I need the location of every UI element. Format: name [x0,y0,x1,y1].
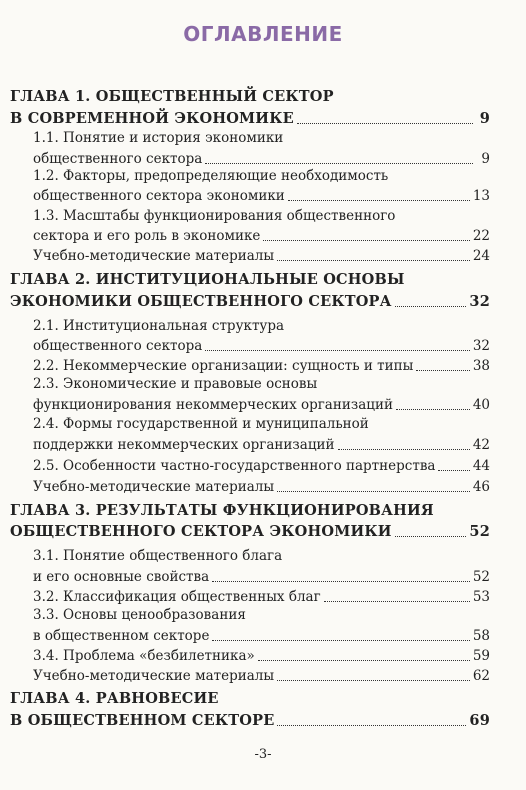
toc-section-row[interactable] [33,587,490,607]
toc-section-row[interactable] [33,356,490,376]
toc-entry-text: В ОБЩЕСТВЕННОМ СЕКТОРЕ [10,712,275,729]
toc-section-row[interactable] [33,626,490,646]
toc-entry-text: сектора и его роль в экономике [33,228,261,244]
toc-page-number: 52 [472,569,490,585]
section-title-line: 2.4. Формы государственной и муниципальной [33,416,369,432]
toc-entry-text: Учебно-методические материалы [33,668,275,684]
toc-page-number: 32 [469,293,490,310]
dot-leader [205,163,473,164]
chapter-title-line: ГЛАВА 2. ИНСТИТУЦИОНАЛЬНЫЕ ОСНОВЫ [10,271,405,288]
toc-section-row[interactable] [33,246,490,266]
page-number: -3- [254,747,272,762]
dot-leader [396,409,470,410]
toc-page-number: 53 [472,589,490,605]
dot-leader [263,240,469,241]
toc-section-row[interactable] [33,646,490,666]
toc-section-row[interactable] [33,336,490,356]
dot-leader [212,581,470,582]
dot-leader [395,536,467,537]
section-title-line: 3.3. Основы ценообразования [33,607,246,623]
toc-page-number: 46 [472,479,490,495]
chapter-title-line: ГЛАВА 1. ОБЩЕСТВЕННЫЙ СЕКТОР [10,88,334,105]
toc-entry-text: поддержки некоммерческих организаций [33,437,335,453]
toc-section-row[interactable] [33,226,490,246]
toc-entry-text: ОБЩЕСТВЕННОГО СЕКТОРА ЭКОНОМИКИ [10,523,392,540]
toc-section-row[interactable] [33,666,490,686]
toc-section-row[interactable] [33,395,490,415]
dot-leader [288,200,470,201]
toc-section-row[interactable] [33,435,490,455]
section-title-line: 1.2. Факторы, предопределяющие необходимость [33,168,389,184]
toc-page-number: 22 [472,228,490,244]
dot-leader [395,306,467,307]
toc-page-number: 58 [472,628,490,644]
dot-leader [338,449,470,450]
toc-page-number: 32 [472,338,490,354]
toc-page-number: 62 [472,668,490,684]
dot-leader [277,260,470,261]
section-title-line: 1.3. Масштабы функционирования общественного [33,208,396,224]
toc-entry-text: 3.4. Проблема «безбилетника» [33,648,255,664]
dot-leader [205,350,470,351]
toc-chapter-row[interactable] [10,292,490,312]
section-title-line: 1.1. Понятие и история экономики [33,130,284,146]
toc-page-number: 24 [472,248,490,264]
toc-page-number: 9 [481,151,490,167]
section-title-line: 2.3. Экономические и правовые основы [33,376,318,392]
toc-entry-text: ЭКОНОМИКИ ОБЩЕСТВЕННОГО СЕКТОРА [10,293,392,310]
toc-page-number: 38 [472,358,490,374]
toc-section-row[interactable] [33,567,490,587]
dot-leader [297,123,473,124]
toc-entry-text: 2.5. Особенности частно-государственного партнерства [33,458,436,474]
toc-page-number: 9 [479,110,490,127]
toc-entry-text: 3.2. Классификация общественных благ [33,589,321,605]
toc-entry-text: общественного сектора [33,338,203,354]
toc-page-number: 13 [472,188,490,204]
toc-page-number: 44 [472,458,490,474]
toc-entry-text: и его основные свойства [33,569,210,585]
dot-leader [277,491,470,492]
toc-page-number: 52 [469,523,490,540]
dot-leader [277,680,470,681]
toc-entry-text: общественного сектора [33,151,203,167]
toc-entry-text: Учебно-методические материалы [33,479,275,495]
toc-entry-text: 2.2. Некоммерческие организации: сущность и типы [33,358,414,374]
section-title-line: 2.1. Институциональная структура [33,318,285,334]
page-title: ОГЛАВЛЕНИЕ [183,22,343,46]
toc-section-row[interactable] [33,477,490,497]
toc-chapter-row[interactable] [10,109,490,129]
dot-leader [212,640,469,641]
toc-page-number: 40 [472,397,490,413]
section-title-line: 3.1. Понятие общественного блага [33,548,283,564]
toc-entry-text: в общественном секторе [33,628,210,644]
toc-chapter-row[interactable] [10,522,490,542]
chapter-title-line: ГЛАВА 3. РЕЗУЛЬТАТЫ ФУНКЦИОНИРОВАНИЯ [10,502,434,519]
toc-page-number: 59 [472,648,490,664]
dot-leader [438,470,469,471]
dot-leader [277,725,466,726]
toc-entry-text: В СОВРЕМЕННОЙ ЭКОНОМИКЕ [10,110,294,127]
toc-chapter-row[interactable] [10,711,490,731]
toc-entry-text: Учебно-методические материалы [33,248,275,264]
dot-leader [258,660,470,661]
chapter-title-line: ГЛАВА 4. РАВНОВЕСИЕ [10,690,219,707]
toc-page-number: 42 [472,437,490,453]
toc-page-number: 69 [469,712,490,729]
toc-entry-text: функционирования некоммерческих организаций [33,397,393,413]
toc-section-row[interactable] [33,456,490,476]
dot-leader [324,601,470,602]
toc-entry-text: общественного сектора экономики [33,188,285,204]
dot-leader [416,370,469,371]
toc-section-row[interactable] [33,186,490,206]
